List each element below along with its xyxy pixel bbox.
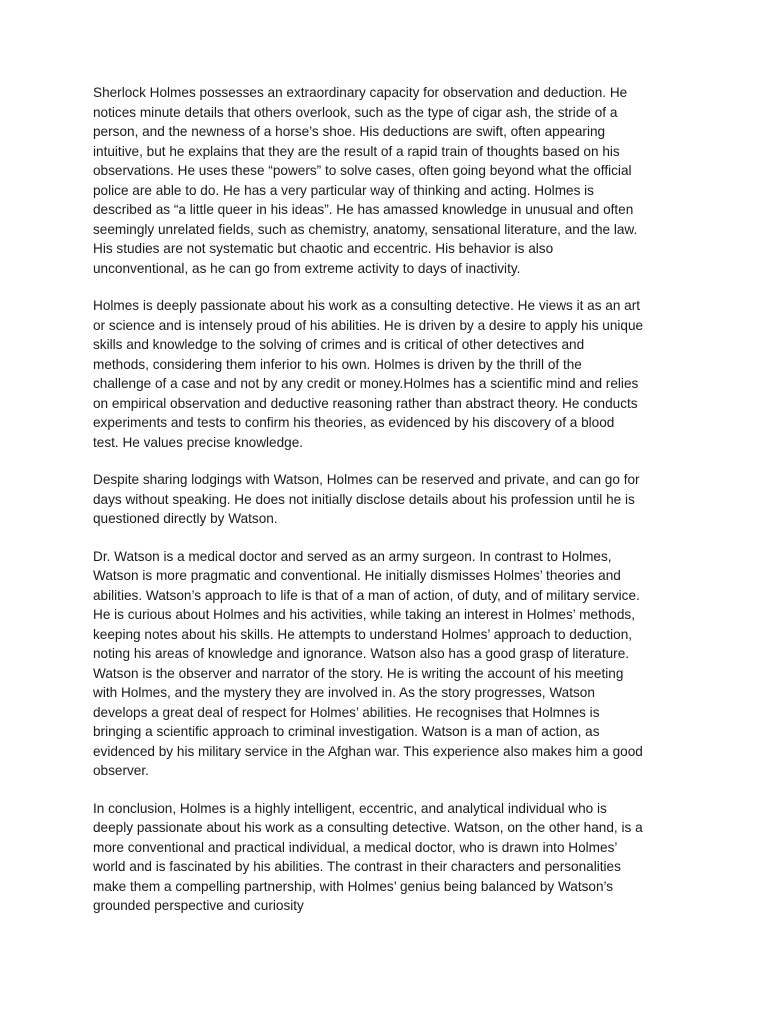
text-line: skills and knowledge to the solving of crimes and is critical of other detectives and [93, 337, 585, 352]
text-line: deeply passionate about his work as a consulting detective. Watson, on the other hand, is a [93, 820, 643, 835]
text-line: In conclusion, Holmes is a highly intelligent, eccentric, and analytical individual who is [93, 800, 607, 816]
text-line: test. He values precise knowledge. [93, 434, 304, 450]
paragraph-holmes-observation [93, 83, 692, 278]
text-line: bringing a scientific approach to criminal investigation. Watson is a man of action, as [93, 724, 600, 739]
text-line: observer. [93, 763, 149, 778]
text-line: Sherlock Holmes possesses an extraordinary capacity for observation and deduction. He [93, 85, 628, 100]
text-line: His studies are not systematic but chaotic and eccentric. His behavior is also [93, 241, 554, 256]
text-line: world and is fascinated by his abilities. The contrast in their characters and personalities [93, 859, 621, 874]
text-line: observations. He uses these “powers” to solve cases, often going beyond what the official [93, 163, 632, 178]
text-line: days without speaking. He does not initially disclose details about his profession until he is [93, 491, 635, 507]
text-line: noting his areas of knowledge and ignorance. Watson also has a good grasp of literature. [93, 646, 630, 661]
text-line: make them a compelling partnership, with Holmes’ genius being balanced by Watson’s [93, 878, 614, 894]
text-line: keeping notes about his skills. He attempts to understand Holmes’ approach to deduction, [93, 626, 633, 642]
text-line: police are able to do. He has a very particular way of thinking and acting. Holmes is [93, 182, 594, 198]
text-line: methods, considering them inferior to his own. Holmes is driven by the thrill of the [93, 356, 582, 372]
paragraph-conclusion [93, 799, 692, 916]
text-line: person, and the newness of a horse’s shoe. His deductions are swift, often appearing [93, 124, 606, 139]
text-line: challenge of a case and not by any credit or money.Holmes has a scientific mind and relies [93, 376, 639, 391]
text-line: more conventional and practical individual, a medical doctor, who is drawn into Holmes’ [93, 839, 618, 855]
text-line: notices minute details that others overlook, such as the type of cigar ash, the stride of a [93, 104, 618, 120]
text-line: grounded perspective and curiosity [93, 898, 304, 913]
text-line: intuitive, but he explains that they are the result of a rapid train of thoughts based on his [93, 143, 620, 159]
text-line: Watson is the observer and narrator of the story. He is writing the account of his meeting [93, 665, 624, 681]
text-line: on empirical observation and deductive reasoning rather than abstract theory. He conducts [93, 395, 638, 411]
paragraph-watson [93, 547, 692, 781]
text-line: abilities. Watson’s approach to life is that of a man of action, of duty, and of military service. [93, 587, 640, 603]
paragraph-holmes-passion [93, 296, 692, 452]
text-line: evidenced by his military service in the Afghan war. This experience also makes him a good [93, 743, 643, 759]
text-line: with Holmes, and the mystery they are involved in. As the story progresses, Watson [93, 685, 595, 700]
text-line: Dr. Watson is a medical doctor and served as an army surgeon. In contrast to Holmes, [93, 548, 612, 564]
paragraph-holmes-reserved [93, 470, 692, 529]
text-line: unconventional, as he can go from extreme activity to days of inactivity. [93, 260, 521, 276]
text-line: He is curious about Holmes and his activities, while taking an interest in Holmes’ methods, [93, 607, 635, 622]
text-line: Holmes is deeply passionate about his work as a consulting detective. He views it as an art [93, 298, 641, 313]
text-line: questioned directly by Watson. [93, 511, 278, 526]
text-line: Despite sharing lodgings with Watson, Holmes can be reserved and private, and can go for [93, 472, 640, 487]
text-line: described as “a little queer in his ideas”. He has amassed knowledge in unusual and often [93, 202, 634, 217]
text-line: Watson is more pragmatic and conventional. He initially dismisses Holmes’ theories and [93, 568, 621, 583]
text-line: or science and is intensely proud of his abilities. He is driven by a desire to apply his unique [93, 317, 644, 333]
text-line: seemingly unrelated fields, such as chemistry, anatomy, sensational literature, and the law. [93, 221, 638, 237]
text-line: develops a great deal of respect for Holmes’ abilities. He recognises that Holmnes is [93, 704, 600, 720]
text-line: experiments and tests to confirm his theories, as evidenced by his discovery of a blood [93, 415, 615, 430]
